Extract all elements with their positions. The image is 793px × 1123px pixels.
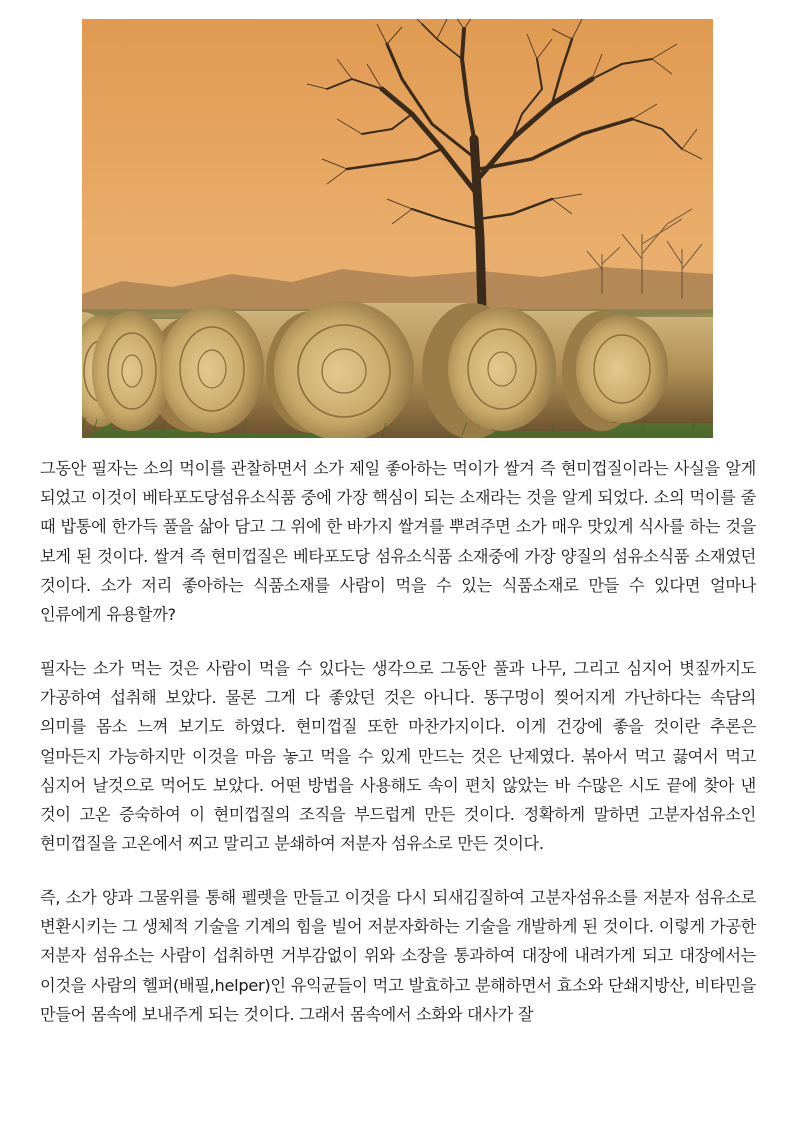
hay-bales-photo <box>82 19 713 438</box>
hay-bales-illustration <box>82 19 713 438</box>
article-paragraph-1: 그동안 필자는 소의 먹이를 관찰하면서 소가 제일 좋아하는 먹이가 쌀겨 즉 현미껍질이라는 사실을 알게 되었고 이것이 베타포도당섬유소식품 중에 가장 핵심이 되는 소재라는 것을 알게 되었다. 소의 먹이를 줄 때 밥통에 한가득 풀을 삶아 담고 그 위에 한 바가지 쌀겨를 뿌려주면 소가 매우 맛있게 식사를 하는 것을 보게 된 것이다. 쌀겨 즉 현미껍질은 베타포도당 섬유소식품 소재중에 가장 양질의 섬유소식품 소재였던 것이다. 소가 저리 좋아하는 식품소재를 사람이 먹을 수 있는 식품소재로 만들 수 있다면 얼마나 인류에게 유용할까? <box>40 459 756 625</box>
article-paragraph-3: 즉, 소가 양과 그물위를 통해 펠렛을 만들고 이것을 다시 되새김질하여 고분자섬유소를 저분자 섬유소로 변환시키는 그 생체적 기술을 기계의 힘을 빌어 저분자화하는 기술을 개발하게 된 것이다. 이렇게 가공한 저분자 섬유소는 사람이 섭취하면 거부감없이 위와 소장을 통과하여 대장에 내려가게 되고 대장에서는 이것을 사람의 헬퍼(배필,helper)인 유익균들이 먹고 발효하고 분해하면서 효소와 단쇄지방산, 비타민을 만들어 몸속에 보내주게 되는 것이다. 그래서 몸속에서 소화와 대사가 잘 <box>40 888 756 1024</box>
article-paragraph-2: 필자는 소가 먹는 것은 사람이 먹을 수 있다는 생각으로 그동안 풀과 나무, 그리고 심지어 볏짚까지도 가공하여 섭취해 보았다. 물론 그게 다 좋았던 것은 아니다. 똥구멍이 찢어지게 가난하다는 속담의 의미를 몸소 느껴 보기도 하였다. 현미껍질 또한 마찬가지이다. 이게 건강에 좋을 것이란 추론은 얼마든지 가능하지만 이것을 마음 놓고 먹을 수 있게 만드는 것은 난제였다. 볶아서 먹고 끓여서 먹고 심지어 날것으로 먹어도 보았다. 어떤 방법을 사용해도 속이 편치 않았는 바 수많은 시도 끝에 찾아 낸 것이 고온 증숙하여 이 현미껍질의 조직을 부드럽게 만든 것이다. 정확하게 말하면 고분자섬유소인 현미껍질을 고온에서 찌고 말리고 분쇄하여 저분자 섬유소로 만든 것이다. <box>40 659 756 854</box>
